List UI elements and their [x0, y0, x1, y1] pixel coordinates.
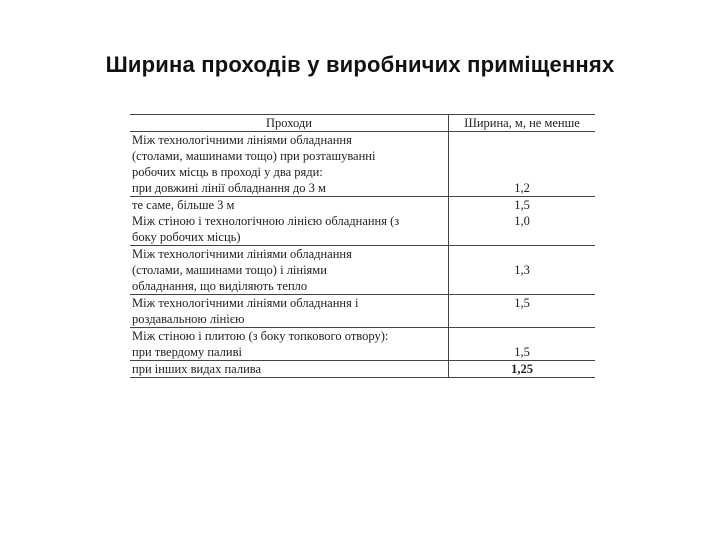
- row-description: при інших видах палива: [130, 361, 449, 378]
- table-row: [130, 328, 595, 345]
- table-row: [130, 213, 595, 246]
- table-row: [130, 246, 595, 295]
- table-row: [130, 197, 595, 214]
- row-description: Між технологічними лініями обладнання і роздавальною лінією: [130, 295, 449, 328]
- row-value: 1,5: [449, 344, 596, 361]
- table-row: [130, 344, 595, 361]
- row-description: Між технологічними лініями обладнання (столами, машинами тощо) і лініями обладнання, що виділяють тепло: [130, 246, 449, 295]
- header-width: Ширина, м, не менше: [449, 115, 596, 132]
- row-value: 1,2: [449, 180, 596, 197]
- table-header-row: [130, 115, 595, 132]
- row-value: 1,0: [449, 213, 596, 246]
- table-row: [130, 295, 595, 328]
- table-row: [130, 132, 595, 181]
- row-description: при довжині лінії обладнання до 3 м: [130, 180, 449, 197]
- table-row: [130, 361, 595, 378]
- header-passages: Проходи: [130, 115, 449, 132]
- row-value: 1,25: [449, 361, 596, 378]
- row-description: при твердому паливі: [130, 344, 449, 361]
- row-value: [449, 328, 596, 345]
- aisle-width-table: [130, 114, 595, 378]
- slide-title: Ширина проходів у виробничих приміщеннях: [105, 52, 615, 77]
- row-value: 1,3: [449, 246, 596, 295]
- row-description: Між стіною і плитою (з боку топкового отвору):: [130, 328, 449, 345]
- row-description: Між стіною і технологічною лінією обладнання (з боку робочих місць): [130, 213, 449, 246]
- row-description: Між технологічними лініями обладнання (столами, машинами тощо) при розташуванні робочих місць в проході у два ряди:: [130, 132, 449, 181]
- row-description: те саме, більше 3 м: [130, 197, 449, 214]
- row-value: [449, 132, 596, 181]
- row-value: 1,5: [514, 198, 530, 212]
- row-value: 1,5: [449, 295, 596, 328]
- table-row: [130, 180, 595, 197]
